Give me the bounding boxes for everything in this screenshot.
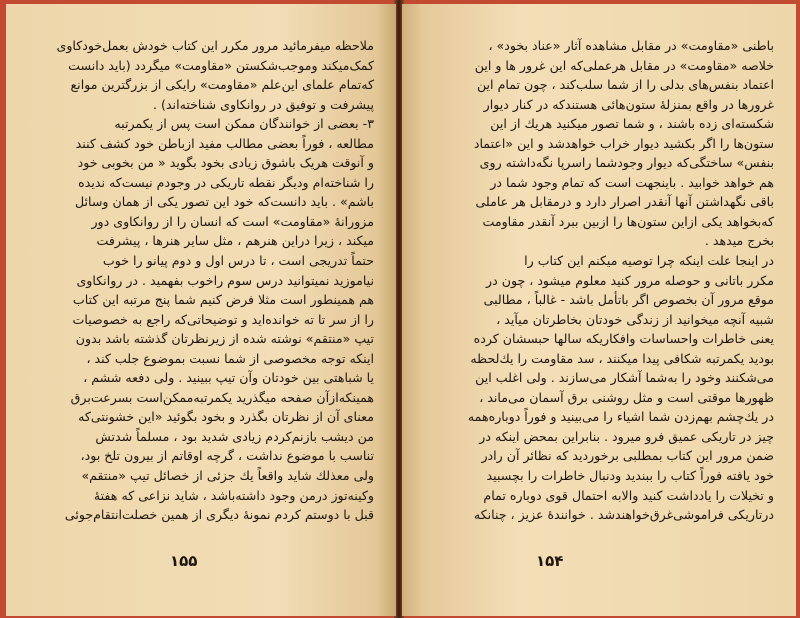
text-line: یا شباهتی بین خودتان وآن تیپ ببینید . ولی دفعه ششم ،	[83, 370, 374, 386]
text-line: مزورانهٔ «مقاومت» است که انسان را از روانکاوی دور	[91, 213, 374, 229]
text-line: باشم» . باید دانست‌که خود این تصور یکی از همان وسائل	[75, 194, 374, 210]
text-line: خود یافته فوراً کتاب را ببندید ودنبال خاطرات را بچسبید	[486, 468, 774, 484]
text-line: شکسته‌ای زده باشند ، و شما تصور میکنید هریك از این	[490, 116, 774, 132]
text-line: پیشرفت و توفیق در روانکاوی شناخته‌اند) .	[153, 96, 374, 112]
text-line: من دیشب بازنم‌کردم زیادی شدید بود ، مسلماً شدتش	[95, 428, 374, 444]
text-line: خلاصه «مقاومت» در مقابل هرعملی‌که این غرور ها و این	[474, 57, 774, 73]
text-line: اعتماد بنفس‌های بدلی را از شما سلب‌کند ، چون تمام این	[476, 77, 774, 93]
text-line: چیز در تاریکی عمیق فرو میرود . بنابراین بمحض اینکه در	[479, 428, 774, 444]
text-line: باطنی «مقاومت» در مقابل مشاهده آثار «عناد بخود» ،	[488, 38, 774, 53]
text-line: را شناخته‌ام ودیگر نقطه تاریکی در وجودم نیست‌که ندیده	[78, 174, 374, 190]
text-line: مکرر باتانی و حوصله مرور کنید معلوم میشود ، چون در	[486, 272, 774, 288]
text-line: که‌بخواهد یکی ازاین ستون‌ها را ازبین ببرد آنقدر مقاومت	[482, 213, 774, 229]
text-line: کمک‌میکند وموجب‌شکستن «مقاومت» میگردد (باید دانست	[68, 57, 374, 73]
text-line: وکینه‌توز درمن وجود داشته‌باشد ، شاید نزاعی که هفتهٔ	[93, 487, 374, 503]
text-line: باقی نگهداشتن آنها آنقدر اصرار دارد و درمقابل هر عاملی	[475, 194, 774, 210]
text-line: ظهورها موقتی است و مثل روشنی برق آسمان می‌ماند ،	[479, 389, 774, 405]
text-line: یعنی خاطرات واحساسات وافکاریکه سالها حبسشان کرده	[473, 331, 774, 347]
text-line: هم همینطور است مثلا فرض کنیم شما پنج مرتبه این کتاب	[72, 292, 374, 308]
text-line: که‌تمام علمای این‌علم «مقاومت» رایکی از بزرگترین موانع	[70, 77, 374, 93]
text-line: همینکه‌ازآن صفحه میگذرید یکمرتبه‌ممکن‌است بسرعت‌برق	[70, 389, 374, 405]
text-line: حتماً تدریجی است ، تا درس اول و دوم پیانو را خوب	[102, 253, 374, 269]
text-line: موقع مرور آن بخصوص اگر باتأمل باشد - غالباً ، مطالبی	[483, 292, 774, 308]
text-line: قبل با دوستم کردم نمونهٔ دیگری از همین خصلت‌انتقام‌جوئی	[64, 507, 374, 523]
text-line: در اینجا علت اینکه چرا توصیه میکنم این کتاب را	[524, 253, 774, 269]
text-line: تیپ «منتقم» نوشته شده از زیرنظرتان گذشته باشد بدون	[75, 331, 374, 347]
text-line: مطالعه ، فوراً بعضی مطالب مفید ازباطن خود کشف کنند	[75, 135, 374, 151]
text-line: میکند ، زیرا دراین هنرهم ، مثل سایر هنرها ، پیشرفت	[96, 233, 374, 249]
left-page-number: ۱۵۵	[170, 552, 198, 570]
text-line: معنای آن از نظرتان بگذرد و بخود بگوئید «این خشونتی‌که	[78, 409, 374, 425]
text-line: بودید یکمرتبه شکافی پیدا میکنند ، سد مقاومت را یك‌لحظه	[470, 350, 774, 366]
text-line: ستون‌ها را اگر بکشید دیوار خراب خواهدشد و این «اعتماد	[473, 135, 774, 151]
text-line: در یك‌چشم بهم‌زدن شما اشیاء را می‌بینید و فوراً دوباره‌همه	[467, 409, 774, 425]
text-line: و تخیلات را یادداشت کنید والابه احتمال قوی دوباره تمام	[483, 487, 774, 503]
text-line: و آنوقت هریک باشوق زیادی بخود بگوید « من بخوبی خود	[77, 155, 374, 171]
text-line: درتاریکی فراموشی‌غرق‌خواهندشد . خوانندهٔ عزیز ، چنانکه	[473, 507, 774, 523]
left-page-text	[34, 36, 374, 525]
right-page-number: ۱۵۴	[536, 552, 564, 570]
text-line: می‌شکنند وخود را به‌شما آشکار می‌سازند . ولی اغلب این	[475, 370, 774, 386]
text-line: ۳- بعضی از خوانندگان ممکن است پس از یکمرتبه	[114, 116, 374, 132]
text-line: بنفس» ساختگی‌که دیوار وجودشما راسرپا نگه‌داشته روی	[479, 155, 774, 171]
left-page	[6, 4, 396, 616]
right-page	[402, 4, 796, 616]
text-line: نیاموزید نمیتوانید درس سوم راخوب بفهمید . در روانکاوی	[76, 272, 374, 288]
text-line: را از سر تا ته خوانده‌اید و توضیحاتی‌که راجع به خصوصیات	[72, 311, 374, 327]
text-line: تناسب با موضوع نداشت ، گرچه اوقاتم از بیرون تلخ بود،	[80, 448, 374, 464]
text-line: غرورها در واقع بمنزلهٔ ستون‌هائی هستندکه در کنار دیوار	[483, 96, 774, 112]
text-line: اینکه توجه مخصوصی از شما نسبت بموضوع جلب کند ،	[86, 350, 374, 366]
text-line: ملاحظه میفرمائید مرور مکرر این کتاب خودش بعمل‌خودکاوی	[56, 38, 374, 53]
text-line: هم خواهد خوابید . باینجهت است که تمام وجود شما در	[490, 174, 774, 190]
text-line: ضمن مرور این کتاب بمطلبی برخوردید که نظائر آن رادر	[481, 448, 774, 464]
right-page-text	[432, 36, 774, 525]
text-line: بخرج میدهد .	[704, 233, 774, 249]
text-line: شبیه آنچه میخوانید از زندگی خودتان بخاطرتان میآید ،	[496, 311, 774, 327]
text-line: ولی معذلك شاید واقعاً یك جزئی از خصائل تیپ «منتقم»	[81, 468, 374, 484]
